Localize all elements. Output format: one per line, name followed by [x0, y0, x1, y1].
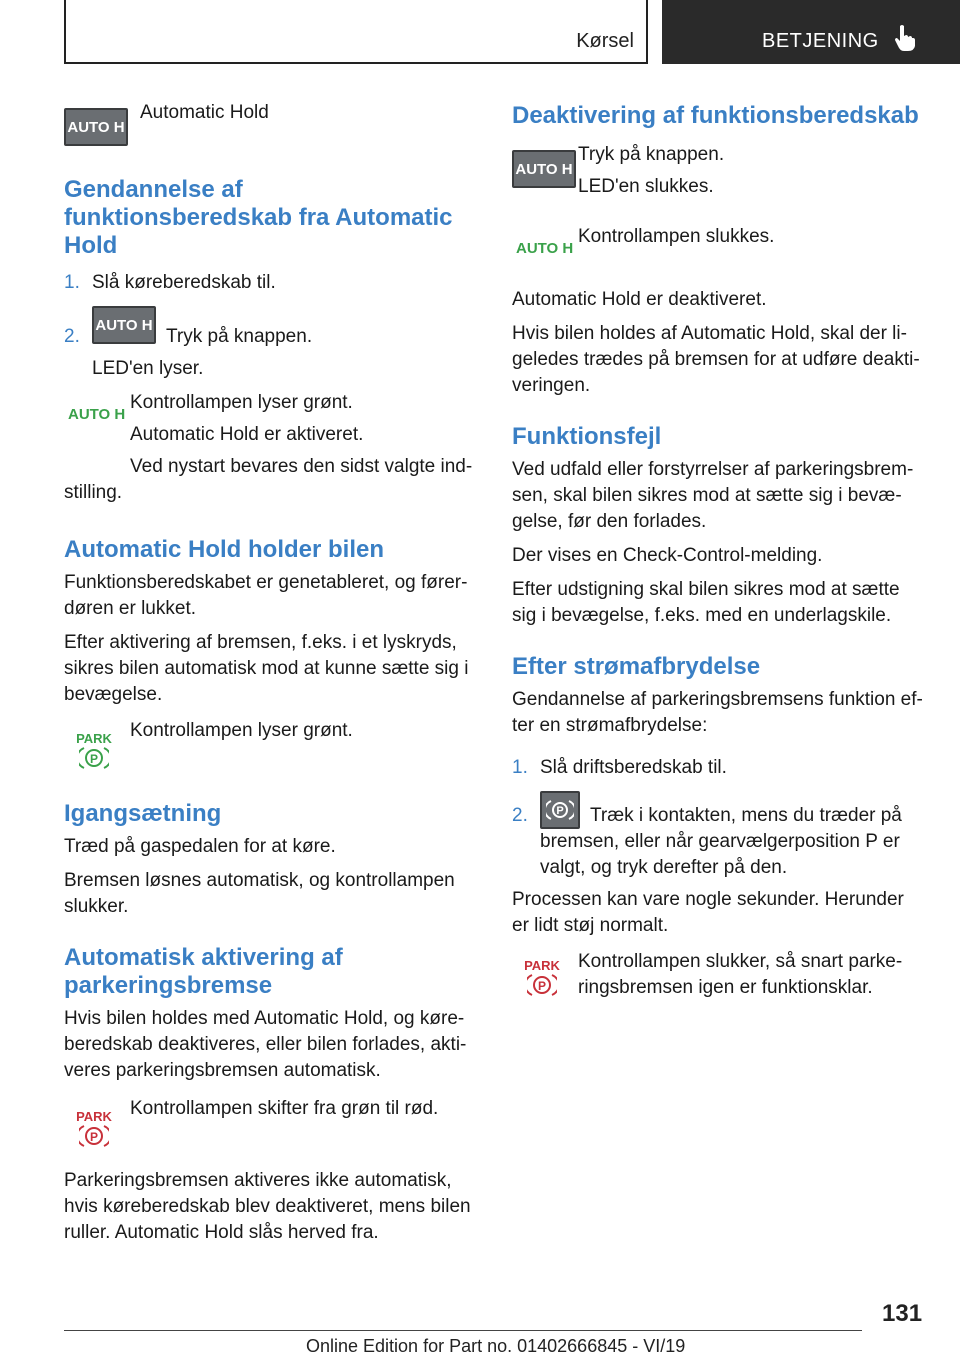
svg-text:P: P — [556, 805, 564, 817]
header-section-box — [64, 0, 648, 64]
power-step-1-text: Slå driftsberedskab til. — [540, 757, 727, 778]
fault-p1: Ved udfald eller forstyrrelser af parkeringsbrem-sen, skal bilen sikres mod at sætte sig i bevæ-gelse, før den forlades. — [512, 459, 914, 532]
power-step-2: 2. P Træk i kontakten, mens du træder på bremsen, eller når gearvælgerposition P er valgt, og tryk derefter på den. — [512, 791, 924, 881]
header-chapter: BETJENING — [762, 30, 879, 52]
park-green-lamp-icon: PARK P — [76, 731, 112, 766]
park-red-text: Kontrollampen skifter fra grøn til rød. — [130, 1098, 439, 1119]
ah-active-text: Automatic Hold er aktiveret. — [130, 424, 364, 445]
auto-h-button-icon: AUTO H — [92, 306, 156, 344]
park-red-row — [64, 1096, 476, 1148]
fault-p2: Der vises en Check-Control-melding. — [512, 545, 823, 566]
lamp-off-text: Kontrollampen slukkes. — [578, 226, 775, 247]
auto-h-lamp-icon: AUTO H — [516, 240, 574, 257]
heading-start: Igangsætning — [64, 800, 222, 827]
lamp-row — [64, 390, 476, 454]
footer-edition: Online Edition for Part no. 01402666845 - VI/19 — [306, 1336, 686, 1356]
heading-auto-activation: Automatisk aktivering af parkeringsbremse — [64, 944, 343, 999]
heading-power: Efter strømafbrydelse — [512, 653, 761, 680]
press-row — [512, 142, 924, 200]
holds-p1: Funktionsberedskabet er genetableret, og fører-døren er lukket. — [64, 572, 468, 619]
step-1-text: Slå køreberedskab til. — [92, 272, 276, 293]
led-off-text: LED'en slukkes. — [578, 176, 714, 197]
step-2-text: Tryk på knappen. — [166, 326, 313, 347]
park-off-row — [512, 949, 924, 1001]
heading-restore: Gendannelse af funktionsberedskab fra Automatic Hold — [64, 176, 453, 259]
start-p1: Træd på gaspedalen for at køre. — [64, 836, 336, 857]
header-section: Kørsel — [576, 30, 634, 52]
left-column — [64, 100, 476, 1246]
auto-h-lamp-icon: AUTO H — [68, 406, 126, 423]
header-chapter-box — [662, 0, 960, 64]
step-1: 1. Slå køreberedskab til. — [64, 270, 476, 296]
park-red-lamp-icon: PARK P — [76, 1109, 112, 1144]
auto-h-button-icon: AUTO H — [512, 150, 576, 188]
svg-text:P: P — [89, 1130, 99, 1144]
park-off-text: Kontrollampen slukker, så snart parke-ringsbremsen igen er funktionsklar. — [578, 951, 903, 998]
right-column — [512, 102, 924, 1001]
step-2: 2. AUTO H Tryk på knappen. — [64, 306, 476, 350]
auto-h-button-icon: AUTO H — [64, 108, 128, 146]
svg-text:P: P — [537, 979, 547, 993]
start-p2: Bremsen løsnes automatisk, og kontrollampen slukker. — [64, 870, 455, 917]
intro-row — [64, 100, 476, 146]
power-step-1: 1. Slå driftsberedskab til. — [512, 755, 924, 781]
hand-pointer-icon — [894, 24, 916, 52]
power-step-2-text: Træk i kontakten, mens du træder på bremsen, eller når gearvælgerposition P er valgt, og tryk derefter på den. — [540, 805, 902, 878]
power-p1: Gendannelse af parkeringsbremsens funktion ef-ter en strømafbrydelse: — [512, 689, 923, 736]
lamp-off-row — [512, 224, 924, 257]
deact-p2: Hvis bilen holdes af Automatic Hold, skal der li-geledes trædes på bremsen for at udføre deakti-veringen. — [512, 323, 920, 396]
auto-p1: Hvis bilen holdes med Automatic Hold, og køre-beredskab deaktiveres, eller bilen forlades, akti-veres parkeringsbremsen automatisk. — [64, 1008, 467, 1081]
deact-p1: Automatic Hold er deaktiveret. — [512, 289, 767, 310]
heading-fault: Funktionsfejl — [512, 423, 662, 450]
lamp-green-text: Kontrollampen lyser grønt. — [130, 392, 353, 413]
svg-text:P: P — [89, 752, 99, 766]
footer-divider — [64, 1330, 862, 1331]
press-text: Tryk på knappen. — [578, 144, 725, 165]
park-green-row — [64, 718, 476, 770]
parking-brake-switch-icon — [540, 791, 580, 829]
holds-p2: Efter aktivering af bremsen, f.eks. i et lyskryds, sikres bilen automatisk mod at kunne sætte sig i bevægelse. — [64, 632, 469, 705]
page-number: 131 — [882, 1300, 923, 1327]
auto-p2: Parkeringsbremsen aktiveres ikke automatisk, hvis køreberedskab blev deaktiveret, mens bilen ruller. Automatic Hold slås herved fra. — [64, 1170, 471, 1243]
fault-p3: Efter udstigning skal bilen sikres mod at sætte sig i bevægelse, f.eks. med en underlagskile. — [512, 579, 900, 626]
heading-holds: Automatic Hold holder bilen — [64, 536, 385, 563]
restart-text: Ved nystart bevares den sidst valgte ind-stilling. — [64, 456, 473, 503]
heading-deactivate: Deaktivering af funktionsberedskab — [512, 102, 919, 129]
intro-label: Automatic Hold — [140, 102, 269, 123]
park-green-text: Kontrollampen lyser grønt. — [130, 720, 353, 741]
power-p2: Processen kan vare nogle sekunder. Herunder er lidt støj normalt. — [512, 889, 904, 936]
park-red-lamp-icon: PARK P — [524, 958, 560, 993]
led-on-text: LED'en lyser. — [92, 358, 204, 379]
